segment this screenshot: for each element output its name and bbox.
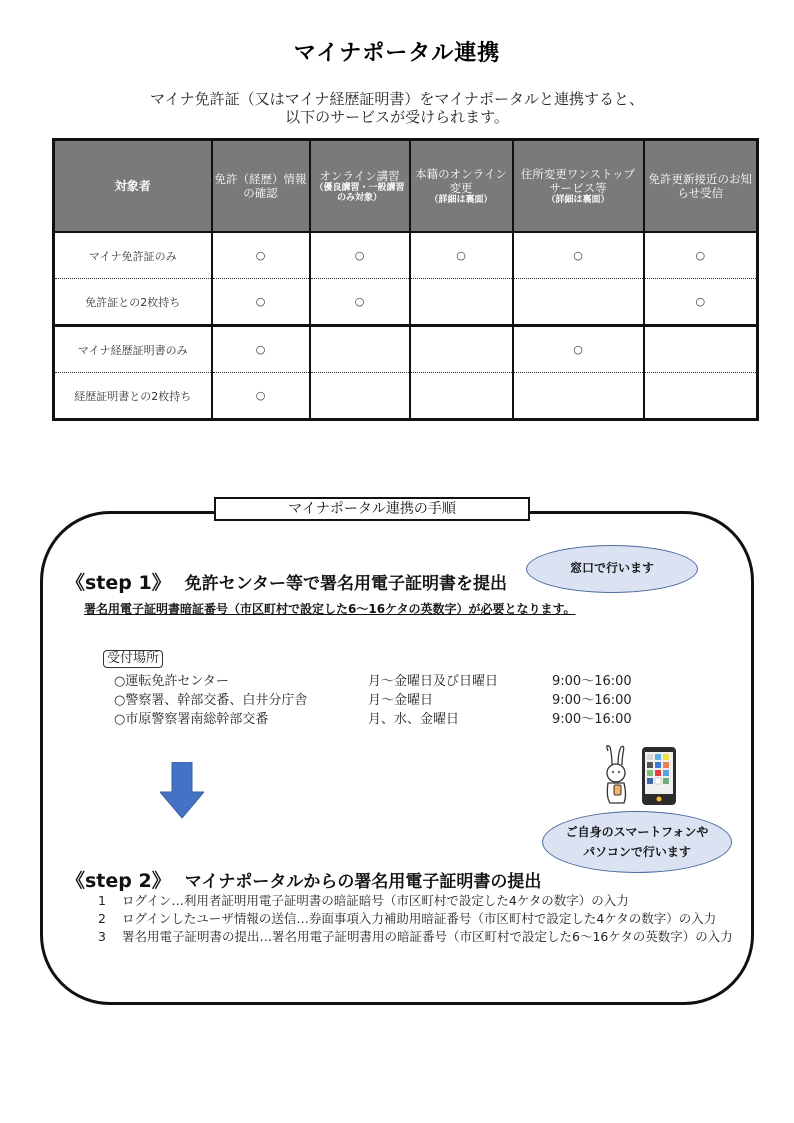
- header-renewal-notice: 免許更新接近のお知らせ受信: [644, 140, 758, 233]
- row-label: 経歴証明書との2枚持ち: [54, 373, 212, 420]
- venue-days: 月～金曜日及び日曜日: [368, 674, 499, 689]
- step2-number: 《step 2》: [66, 870, 171, 892]
- intro-text: [0, 90, 794, 126]
- list-item: 2 ログインしたユーザ情報の送信…券面事項入力補助用暗証番号（市区町村で設定した4ケタの数字）の入力: [98, 911, 717, 926]
- step1-title: 免許センター等で署名用電子証明書を提出: [184, 574, 508, 594]
- venue-label: 受付場所: [103, 650, 163, 668]
- list-item: 3 署名用電子証明書の提出…署名用電子証明書用の暗証番号（市区町村で設定した6～16ケタの英数字）の入力: [98, 929, 733, 944]
- procedure-title: マイナポータル連携の手順: [214, 497, 530, 521]
- cell: [513, 373, 644, 420]
- cell: [644, 373, 758, 420]
- venue-hours: 9:00～16:00: [552, 674, 632, 689]
- cell: ○: [644, 232, 758, 279]
- table-row: [54, 373, 758, 420]
- cell: [410, 279, 513, 326]
- header-domicile-change: 本籍のオンライン変更 （詳細は裏面）: [410, 140, 513, 233]
- venue-name: ○警察署、幹部交番、白井分庁舎: [114, 693, 308, 708]
- cell: [513, 279, 644, 326]
- cell: ○: [513, 232, 644, 279]
- self-service-badge: [542, 811, 732, 873]
- step1-requirement: 署名用電子証明書暗証番号（市区町村で設定した6～16ケタの英数字）が必要となります。: [84, 602, 576, 616]
- self-service-line-1: ご自身のスマートフォンや: [565, 825, 709, 839]
- intro-line-2: 以下のサービスが受けられます。: [285, 108, 509, 126]
- cell: [310, 326, 410, 373]
- step2-title: マイナポータルからの署名用電子証明書の提出: [184, 872, 542, 892]
- self-service-line-2: パソコンで行います: [583, 845, 691, 859]
- venue-name: ○運転免許センター: [114, 674, 229, 689]
- cell: [644, 326, 758, 373]
- list-item: 1 ログイン…利用者証明用電子証明書の暗証暗号（市区町村で設定した4ケタの数字）の入力: [98, 893, 629, 908]
- cell: ○: [212, 326, 310, 373]
- header-license-info: 免許（経歴）情報の確認: [212, 140, 310, 233]
- cell: [410, 326, 513, 373]
- rabbit-mascot-icon: [607, 746, 626, 803]
- service-table: [52, 138, 759, 421]
- page-title: マイナポータル連携: [293, 41, 501, 66]
- step1-number: 《step 1》: [66, 572, 171, 594]
- step2-heading: [66, 866, 541, 893]
- step2-list: [98, 892, 738, 946]
- row-label: 免許証との2枚持ち: [54, 279, 212, 326]
- cell: ○: [310, 279, 410, 326]
- header-target: 対象者: [54, 140, 212, 233]
- row-label: マイナ免許証のみ: [54, 232, 212, 279]
- table-row: [54, 326, 758, 373]
- arrow-down-icon: [160, 762, 204, 820]
- smartphone-icon: [642, 747, 676, 805]
- table-row: [54, 279, 758, 326]
- cell: ○: [410, 232, 513, 279]
- smartphone-illustration: [596, 745, 686, 807]
- cell: ○: [212, 279, 310, 326]
- cell: [410, 373, 513, 420]
- cell: ○: [310, 232, 410, 279]
- cell: ○: [513, 326, 644, 373]
- cell: ○: [212, 373, 310, 420]
- table-row: [54, 232, 758, 279]
- venue-hours: 9:00～16:00: [552, 712, 632, 727]
- cell: ○: [212, 232, 310, 279]
- intro-line-1: マイナ免許証（又はマイナ経歴証明書）をマイナポータルと連携すると、: [149, 90, 645, 108]
- step1-heading: [66, 568, 507, 595]
- venue-days: 月～金曜日: [368, 693, 434, 708]
- venue-days: 月、水、金曜日: [368, 712, 460, 727]
- table-header-row: [54, 140, 758, 233]
- venue-name: ○市原警察署南総幹部交番: [114, 712, 269, 727]
- header-online-course: オンライン講習 （優良講習・一般講習のみ対象）: [310, 140, 410, 233]
- cell: [310, 373, 410, 420]
- counter-badge: 窓口で行います: [526, 545, 698, 593]
- venue-hours: 9:00～16:00: [552, 693, 632, 708]
- header-address-onestop: 住所変更ワンストップサービス等 （詳細は裏面）: [513, 140, 644, 233]
- row-label: マイナ経歴証明書のみ: [54, 326, 212, 373]
- cell: ○: [644, 279, 758, 326]
